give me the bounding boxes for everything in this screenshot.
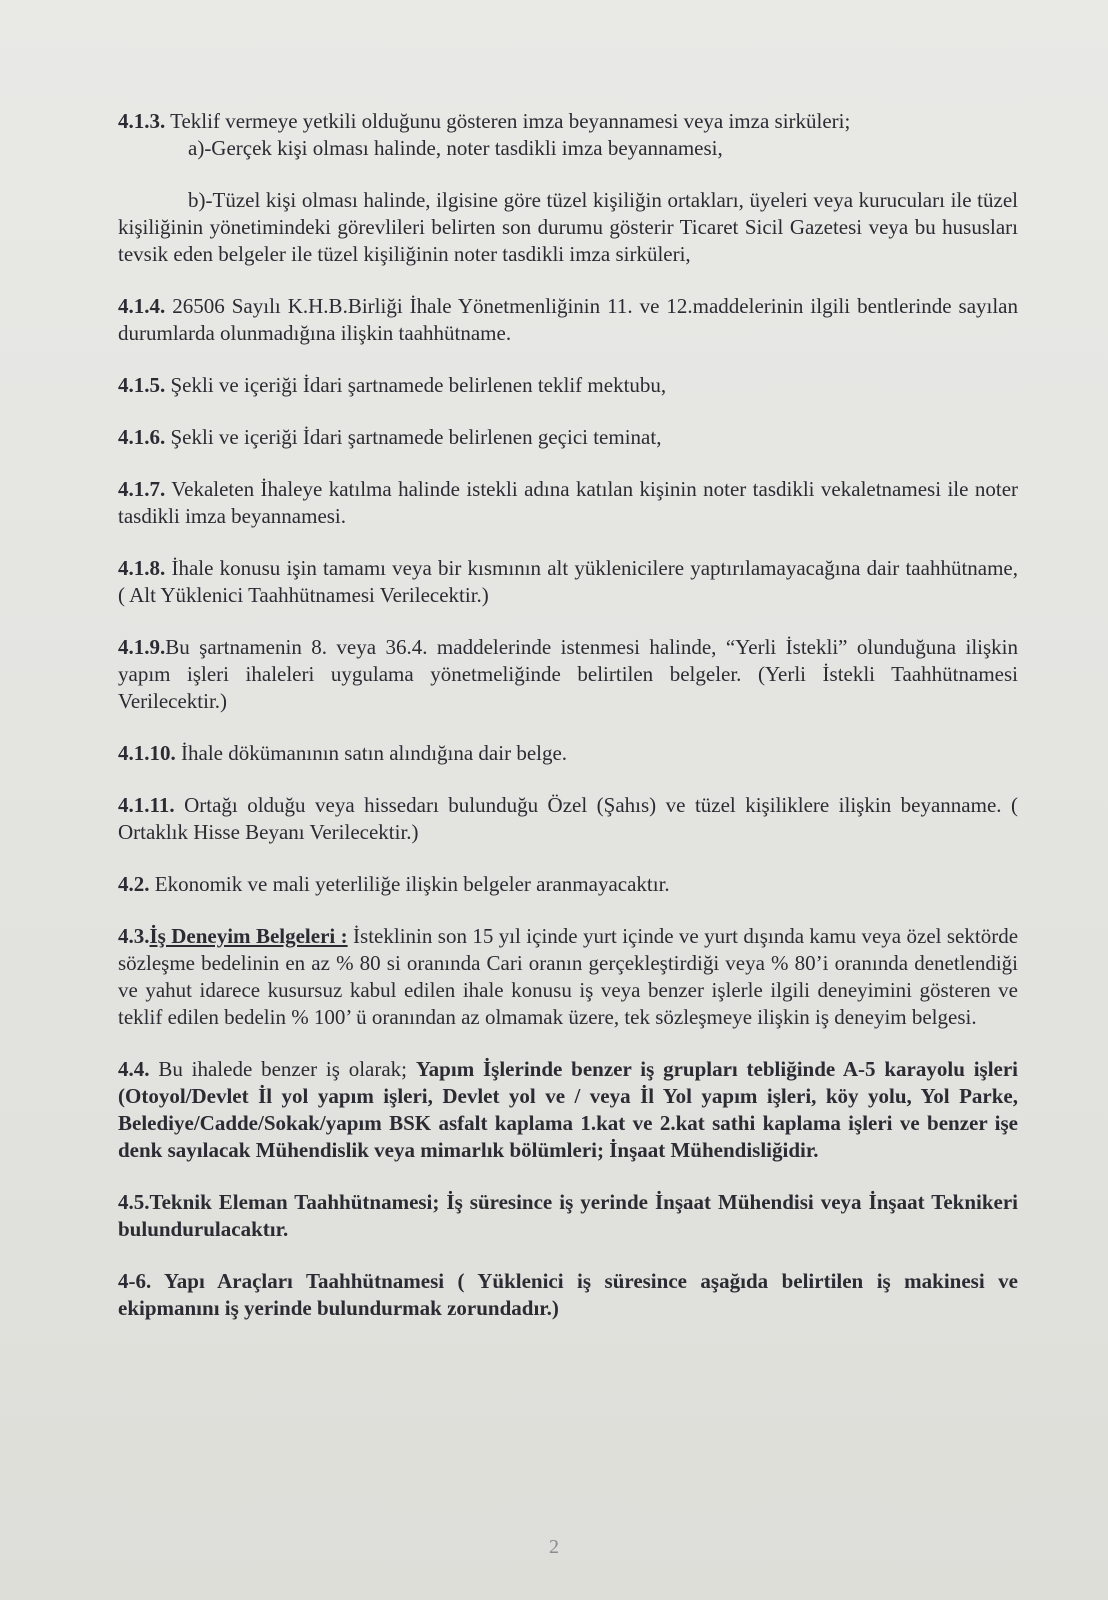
section-number: 4.1.5. xyxy=(118,373,166,397)
section-a xyxy=(118,135,1018,162)
section-number: 4-6. xyxy=(118,1269,152,1293)
section-number: 4.1.9. xyxy=(118,635,166,659)
section-number: 4.1.7. xyxy=(118,477,166,501)
section-text: 26506 Sayılı K.H.B.Birliği İhale Yönetmenliğinin 11. ve 12.maddelerinin ilgili bentlerinde sayılan durumlarda olunmadığına ilişkin taahhütname. xyxy=(118,294,1019,345)
section-text: Şekli ve içeriği İdari şartnamede belirlenen teklif mektubu, xyxy=(170,373,667,397)
section-number: 4.1.10. xyxy=(118,741,176,765)
section-heading: İş Deneyim Belgeleri : xyxy=(149,924,348,948)
section-text: İhale konusu işin tamamı veya bir kısmının alt yüklenicilere yaptırılamayacağına dair taahhütname, ( Alt Yüklenici Taahhütnamesi Verilecektir.) xyxy=(118,556,1019,607)
section-4-6 xyxy=(118,1268,1018,1322)
section-lead: Bu ihalede benzer iş olarak; xyxy=(158,1057,408,1081)
section-4-1-8 xyxy=(118,555,1018,609)
section-text: Teklif vermeye yetkili olduğunu gösteren imza beyannamesi veya imza sirküleri; xyxy=(170,109,851,133)
section-4-1-5 xyxy=(118,372,1018,399)
section-text: b)-Tüzel kişi olması halinde, ilgisine göre tüzel kişiliğin ortakları, üyeleri veya kurucuları ile tüzel kişiliğinin yönetimindeki görevlileri belirten son durumu gösterir Ticaret Sicil Gazetesi veya bu hususları tevsik eden belgeler ile tüzel kişiliğinin noter tasdikli imza sirküleri, xyxy=(118,188,1018,266)
section-number: 4.2. xyxy=(118,872,150,896)
section-4-1-6 xyxy=(118,424,1018,451)
section-text: Vekaleten İhaleye katılma halinde istekli adına katılan kişinin noter tasdikli vekaletnamesi ile noter tasdikli imza beyannamesi. xyxy=(118,477,1019,528)
section-4-1-4 xyxy=(118,293,1018,347)
section-4-1-9 xyxy=(118,634,1018,715)
section-text: a)-Gerçek kişi olması halinde, noter tasdikli imza beyannamesi, xyxy=(188,136,723,160)
section-number: 4.5. xyxy=(118,1190,150,1214)
section-text: Teknik Eleman Taahhütnamesi; İş süresince iş yerinde İnşaat Mühendisi veya İnşaat Teknikeri bulundurulacaktır. xyxy=(118,1190,1018,1241)
section-4-2 xyxy=(118,871,1018,898)
section-4-1-3 xyxy=(118,108,1018,135)
section-text: Ekonomik ve mali yeterliliğe ilişkin belgeler aranmayacaktır. xyxy=(154,872,670,896)
section-number: 4.3. xyxy=(118,924,150,948)
section-number: 4.1.8. xyxy=(118,556,166,580)
section-text: Yapım İşlerinde benzer iş grupları tebliğinde A-5 karayolu işleri (Otoyol/Devlet İl yol yapım işleri, Devlet yol ve / veya İl Yol yapım işleri, köy yolu, Yol Parke, Belediye/Cadde/Sokak/yapım BSK asfalt kaplama 1.kat ve 2.kat sathi kaplama işleri ve benzer işe denk sayılacak Mühendislik veya mimarlık bölümleri; İnşaat Mühendisliğidir. xyxy=(118,1057,1019,1162)
section-4-1-7 xyxy=(118,476,1018,530)
section-text: Yapı Araçları Taahhütnamesi ( Yüklenici iş süresince aşağıda belirtilen iş makinesi ve ekipmanını iş yerinde bulundurmak zorundadır.) xyxy=(118,1269,1018,1320)
section-b xyxy=(118,187,1018,268)
document-body xyxy=(118,108,1018,1322)
section-4-5 xyxy=(118,1189,1018,1243)
section-text: Şekli ve içeriği İdari şartnamede belirlenen geçici teminat, xyxy=(170,425,662,449)
section-text: İhale dökümanının satın alındığına dair belge. xyxy=(181,741,568,765)
section-text: İsteklinin son 15 yıl içinde yurt içinde ve yurt dışında kamu veya özel sektörde sözleşme bedelinin en az % 80 si oranında Cari oranın gerçekleştirdiği veya % 80’i oranında denetlendiği ve yahut idarece kusursuz kabul edilen ihale konusu iş veya benzer işlerle ilgili deneyimini gösteren ve teklif edilen bedelin % 100’ ü oranından az olmamak üzere, tek sözleşmeye ilişkin iş deneyim belgesi. xyxy=(118,924,1019,1029)
section-4-1-11 xyxy=(118,792,1018,846)
section-text: Bu şartnamenin 8. veya 36.4. maddelerinde istenmesi halinde, “Yerli İstekli” olunduğuna ilişkin yapım işleri ihaleleri uygulama yönetmeliğinde belirtilen belgeler. (Yerli İstekli Taahhütnamesi Verilecektir.) xyxy=(118,635,1018,713)
section-text: Ortağı olduğu veya hissedarı bulunduğu Özel (Şahıs) ve tüzel kişiliklere ilişkin beyanname. ( Ortaklık Hisse Beyanı Verilecektir.) xyxy=(118,793,1018,844)
section-number: 4.1.11. xyxy=(118,793,175,817)
section-4-4 xyxy=(118,1056,1018,1164)
section-4-3 xyxy=(118,923,1018,1031)
section-number: 4.1.3. xyxy=(118,109,166,133)
section-number: 4.1.6. xyxy=(118,425,166,449)
page-number: 2 xyxy=(549,1536,559,1558)
section-4-1-10 xyxy=(118,740,1018,767)
section-number: 4.4. xyxy=(118,1057,150,1081)
section-number: 4.1.4. xyxy=(118,294,166,318)
